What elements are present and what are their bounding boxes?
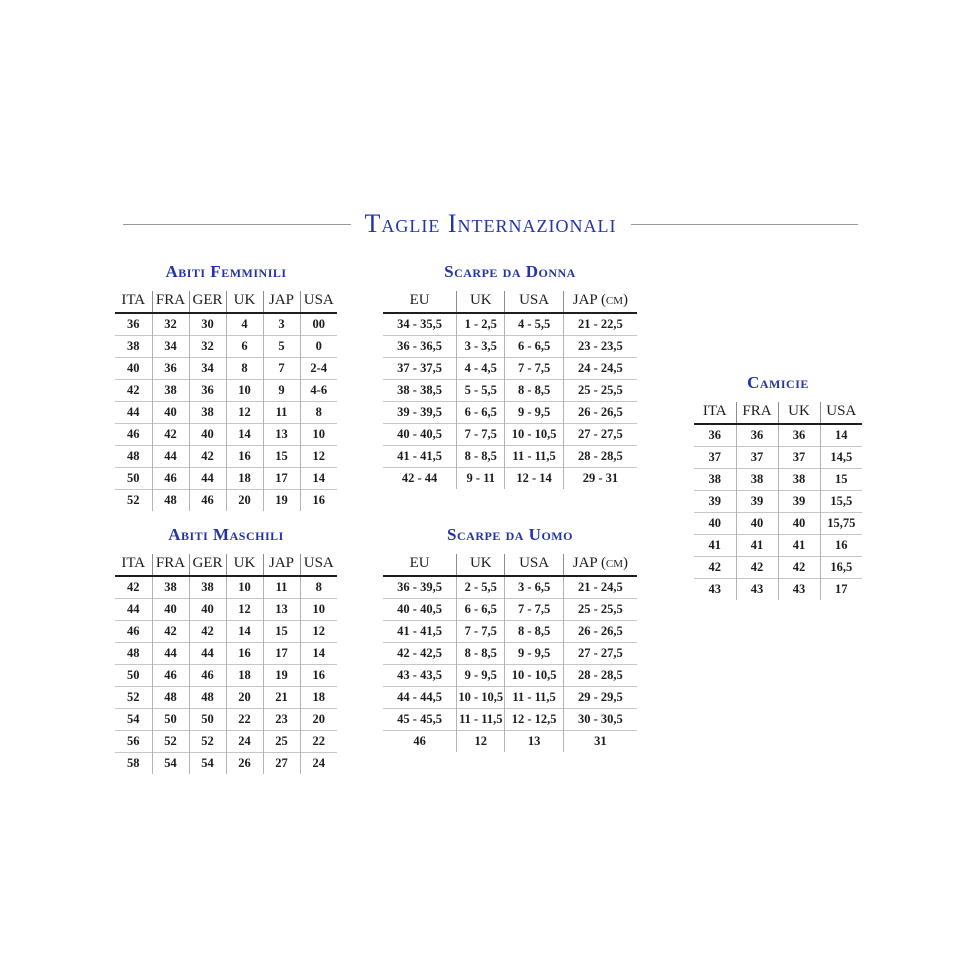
table-row bbox=[115, 468, 337, 490]
table-cell: 46 bbox=[189, 665, 226, 687]
table-cell: 14 bbox=[300, 643, 337, 665]
table-cell: 9 bbox=[263, 380, 300, 402]
table-cell: 3 bbox=[263, 313, 300, 336]
table-cell: 54 bbox=[115, 709, 152, 731]
table-cell: 10 - 10,5 bbox=[457, 687, 505, 709]
table-cell: 7 - 7,5 bbox=[505, 358, 563, 380]
table-cell: 6 - 6,5 bbox=[457, 599, 505, 621]
table-cell: 41 bbox=[778, 535, 820, 557]
table-cell: 56 bbox=[115, 731, 152, 753]
table-row bbox=[115, 313, 337, 336]
table-cell: 40 bbox=[115, 358, 152, 380]
table-cell: 23 bbox=[263, 709, 300, 731]
table-cell: 50 bbox=[115, 468, 152, 490]
table-row bbox=[383, 576, 637, 599]
table-cell: 41 bbox=[694, 535, 736, 557]
table-cell: 50 bbox=[115, 665, 152, 687]
table-cell: 43 bbox=[736, 579, 778, 601]
table-cell: 8 bbox=[226, 358, 263, 380]
table-cell: 40 - 40,5 bbox=[383, 599, 457, 621]
title-rule-right bbox=[631, 224, 859, 225]
table-row bbox=[694, 491, 862, 513]
table-cell: 52 bbox=[152, 731, 189, 753]
column-header: ITA bbox=[115, 554, 152, 576]
table-row bbox=[115, 753, 337, 775]
table-cell: 3 - 6,5 bbox=[505, 576, 563, 599]
header-row bbox=[383, 291, 637, 313]
table-cell: 34 - 35,5 bbox=[397, 317, 442, 331]
table-cell: 14 bbox=[226, 621, 263, 643]
table-cell: 26 - 26,5 bbox=[563, 621, 637, 643]
table-cell: 38 bbox=[694, 469, 736, 491]
table-cell: 24 bbox=[300, 753, 337, 775]
table-cell: 58 bbox=[115, 753, 152, 775]
table-cell: 36 bbox=[778, 424, 820, 447]
table-row bbox=[115, 380, 337, 402]
shirts-title: Camicie bbox=[747, 373, 809, 392]
table-cell: 42 bbox=[736, 557, 778, 579]
table-cell: 21 - 22,5 bbox=[563, 313, 637, 336]
table-cell: 32 bbox=[189, 336, 226, 358]
table-cell: 9 - 11 bbox=[457, 468, 505, 490]
column-header: JAP bbox=[263, 554, 300, 576]
table-cell: 9 - 9,5 bbox=[505, 643, 563, 665]
table-cell: 27 - 27,5 bbox=[563, 424, 637, 446]
table-cell: 29 - 31 bbox=[563, 468, 637, 490]
table-cell: 40 bbox=[152, 599, 189, 621]
table-cell: 9 - 9,5 bbox=[457, 665, 505, 687]
column-header: EU bbox=[383, 554, 457, 576]
table-cell: 13 bbox=[263, 599, 300, 621]
column-header: USA bbox=[820, 402, 862, 424]
table-row bbox=[383, 665, 637, 687]
page-title: Taglie Internazionali bbox=[364, 209, 617, 238]
table-cell: 40 - 40,5 bbox=[383, 424, 457, 446]
table-row bbox=[115, 687, 337, 709]
table-cell: 54 bbox=[189, 753, 226, 775]
table-cell: 10 - 10,5 bbox=[505, 665, 563, 687]
table-row bbox=[115, 731, 337, 753]
table-cell: 17 bbox=[820, 579, 862, 601]
table-row bbox=[115, 665, 337, 687]
table-cell: 0 bbox=[300, 336, 337, 358]
womens-clothing-table bbox=[115, 291, 337, 511]
table-cell: 42 bbox=[778, 557, 820, 579]
table-cell: 38 bbox=[152, 576, 189, 599]
table-cell: 30 bbox=[189, 313, 226, 336]
table-cell: 15,5 bbox=[820, 491, 862, 513]
table-cell: 48 bbox=[115, 643, 152, 665]
table-row bbox=[115, 336, 337, 358]
table-cell: 8 bbox=[300, 402, 337, 424]
table-cell: 16 bbox=[226, 446, 263, 468]
table-cell: 40 bbox=[189, 424, 226, 446]
table-cell: 7 - 7,5 bbox=[505, 599, 563, 621]
section-shirts bbox=[694, 373, 862, 600]
table-cell: 39 bbox=[778, 491, 820, 513]
table-cell: 38 bbox=[152, 380, 189, 402]
table-cell: 44 bbox=[189, 643, 226, 665]
table-row bbox=[383, 424, 637, 446]
column-header: FRA bbox=[152, 291, 189, 313]
table-cell: 27 bbox=[263, 753, 300, 775]
table-cell: 48 bbox=[115, 446, 152, 468]
shirts-table bbox=[694, 402, 862, 600]
mens-clothing-title: Abiti Maschili bbox=[168, 525, 284, 544]
table-cell: 19 bbox=[263, 490, 300, 512]
table-cell: 5 - 5,5 bbox=[457, 380, 505, 402]
column-header: ITA bbox=[694, 402, 736, 424]
table-cell: 32 bbox=[152, 313, 189, 336]
table-cell: 41 - 41,5 bbox=[383, 446, 457, 468]
table-cell: 8 bbox=[300, 576, 337, 599]
table-cell: 24 - 24,5 bbox=[563, 358, 637, 380]
table-cell: 6 bbox=[226, 336, 263, 358]
mens-shoes-title: Scarpe da Uomo bbox=[447, 525, 573, 544]
table-cell: 48 bbox=[152, 687, 189, 709]
header-row bbox=[115, 554, 337, 576]
table-cell: 40 bbox=[189, 599, 226, 621]
table-cell: 18 bbox=[226, 665, 263, 687]
table-cell: 3 - 3,5 bbox=[457, 336, 505, 358]
column-header: JAP (cm) bbox=[563, 291, 637, 313]
table-row bbox=[115, 358, 337, 380]
table-cell: 4 bbox=[226, 313, 263, 336]
table-cell: 39 bbox=[694, 491, 736, 513]
table-cell: 43 - 43,5 bbox=[383, 665, 457, 687]
table-cell: 42 - 42,5 bbox=[383, 643, 457, 665]
table-row bbox=[383, 446, 637, 468]
table-cell: 52 bbox=[189, 731, 226, 753]
table-cell: 41 - 41,5 bbox=[383, 621, 457, 643]
table-row bbox=[694, 469, 862, 491]
womens-clothing-title: Abiti Femminili bbox=[165, 262, 287, 281]
table-cell: 25 - 25,5 bbox=[563, 380, 637, 402]
table-cell: 27 - 27,5 bbox=[563, 643, 637, 665]
table-cell: 36 - 39,5 bbox=[397, 580, 442, 594]
table-cell: 7 - 7,5 bbox=[457, 424, 505, 446]
table-cell: 12 bbox=[300, 621, 337, 643]
table-cell: 34 bbox=[152, 336, 189, 358]
table-cell: 11 - 11,5 bbox=[457, 709, 505, 731]
table-cell: 22 bbox=[226, 709, 263, 731]
table-cell: 41 bbox=[736, 535, 778, 557]
table-row bbox=[383, 731, 637, 753]
table-row bbox=[383, 380, 637, 402]
table-cell: 12 bbox=[457, 731, 505, 753]
table-cell: 38 bbox=[778, 469, 820, 491]
table-cell: 36 bbox=[152, 358, 189, 380]
table-cell: 16 bbox=[226, 643, 263, 665]
table-cell: 8 - 8,5 bbox=[457, 446, 505, 468]
table-cell: 42 bbox=[189, 621, 226, 643]
section-womens-clothing bbox=[115, 262, 337, 511]
column-header: USA bbox=[300, 554, 337, 576]
table-cell: 44 bbox=[115, 599, 152, 621]
table-cell: 16 bbox=[300, 665, 337, 687]
table-cell: 6 - 6,5 bbox=[457, 402, 505, 424]
table-row bbox=[694, 424, 862, 447]
table-row bbox=[694, 513, 862, 535]
table-cell: 14,5 bbox=[820, 447, 862, 469]
table-cell: 12 - 14 bbox=[505, 468, 563, 490]
column-header: FRA bbox=[736, 402, 778, 424]
table-row bbox=[115, 621, 337, 643]
table-cell: 44 bbox=[189, 468, 226, 490]
table-row bbox=[383, 313, 637, 336]
section-womens-shoes bbox=[383, 262, 637, 489]
column-header: UK bbox=[226, 554, 263, 576]
table-cell: 45 - 45,5 bbox=[383, 709, 457, 731]
table-cell: 37 bbox=[694, 447, 736, 469]
table-cell: 37 bbox=[778, 447, 820, 469]
table-cell: 50 bbox=[152, 709, 189, 731]
table-row bbox=[694, 447, 862, 469]
table-cell: 15 bbox=[820, 469, 862, 491]
table-cell: 44 bbox=[115, 402, 152, 424]
table-cell: 14 bbox=[820, 424, 862, 447]
table-cell: 34 bbox=[189, 358, 226, 380]
table-cell: 22 bbox=[300, 731, 337, 753]
table-cell: 36 - 36,5 bbox=[383, 336, 457, 358]
table-cell: 9 - 9,5 bbox=[505, 402, 563, 424]
table-row bbox=[383, 643, 637, 665]
table-row bbox=[694, 557, 862, 579]
table-row bbox=[694, 535, 862, 557]
table-cell: 46 bbox=[115, 424, 152, 446]
column-header: UK bbox=[457, 291, 505, 313]
table-cell: 42 bbox=[152, 621, 189, 643]
table-cell: 10 bbox=[226, 380, 263, 402]
table-cell: 14 bbox=[300, 468, 337, 490]
table-cell: 14 bbox=[226, 424, 263, 446]
table-cell: 12 - 12,5 bbox=[505, 709, 563, 731]
table-cell: 42 bbox=[152, 424, 189, 446]
column-header: GER bbox=[189, 291, 226, 313]
table-cell: 44 bbox=[152, 643, 189, 665]
header-row bbox=[694, 402, 862, 424]
table-row bbox=[383, 468, 637, 490]
table-cell: 15 bbox=[263, 621, 300, 643]
table-cell: 43 bbox=[778, 579, 820, 601]
table-cell: 40 bbox=[694, 513, 736, 535]
table-cell: 46 bbox=[152, 665, 189, 687]
table-row bbox=[115, 643, 337, 665]
table-cell: 16 bbox=[300, 490, 337, 512]
table-cell: 42 bbox=[189, 446, 226, 468]
table-cell: 1 - 2,5 bbox=[457, 313, 505, 336]
table-cell: 38 bbox=[115, 336, 152, 358]
table-row bbox=[115, 490, 337, 512]
table-cell: 12 bbox=[226, 599, 263, 621]
table-row bbox=[115, 576, 337, 599]
column-header: UK bbox=[226, 291, 263, 313]
table-row bbox=[383, 402, 637, 424]
table-cell: 8 - 8,5 bbox=[457, 643, 505, 665]
womens-shoes-title: Scarpe da Donna bbox=[444, 262, 576, 281]
table-row bbox=[383, 621, 637, 643]
table-cell: 46 bbox=[152, 468, 189, 490]
table-cell: 21 bbox=[263, 687, 300, 709]
table-cell: 44 bbox=[152, 446, 189, 468]
table-row bbox=[694, 579, 862, 601]
table-cell: 28 - 28,5 bbox=[563, 665, 637, 687]
table-cell: 6 - 6,5 bbox=[505, 336, 563, 358]
table-cell: 8 - 8,5 bbox=[505, 380, 563, 402]
table-cell: 10 bbox=[300, 424, 337, 446]
table-cell: 17 bbox=[263, 643, 300, 665]
column-header: JAP (cm) bbox=[563, 554, 637, 576]
table-row bbox=[115, 709, 337, 731]
table-row bbox=[383, 336, 637, 358]
table-cell: 11 - 11,5 bbox=[505, 687, 563, 709]
table-cell: 44 - 44,5 bbox=[383, 687, 457, 709]
table-cell: 20 bbox=[226, 687, 263, 709]
table-cell: 19 bbox=[263, 665, 300, 687]
header-row bbox=[383, 554, 637, 576]
table-cell: 00 bbox=[300, 313, 337, 336]
title-rule-left bbox=[123, 224, 351, 225]
table-cell: 42 bbox=[127, 580, 140, 594]
table-cell: 52 bbox=[115, 490, 152, 512]
table-cell: 29 - 29,5 bbox=[563, 687, 637, 709]
table-cell: 36 bbox=[127, 317, 140, 331]
table-cell: 12 bbox=[300, 446, 337, 468]
table-cell: 13 bbox=[263, 424, 300, 446]
column-header: USA bbox=[505, 554, 563, 576]
table-cell: 50 bbox=[189, 709, 226, 731]
table-cell: 8 - 8,5 bbox=[505, 621, 563, 643]
womens-shoes-table bbox=[383, 291, 637, 489]
table-row bbox=[383, 687, 637, 709]
table-cell: 40 bbox=[152, 402, 189, 424]
table-cell: 24 bbox=[226, 731, 263, 753]
table-cell: 5 bbox=[263, 336, 300, 358]
header-row bbox=[115, 291, 337, 313]
table-cell: 26 bbox=[226, 753, 263, 775]
table-cell: 38 bbox=[736, 469, 778, 491]
table-cell: 25 - 25,5 bbox=[563, 599, 637, 621]
table-cell: 16,5 bbox=[820, 557, 862, 579]
table-cell: 10 - 10,5 bbox=[505, 424, 563, 446]
table-cell: 15,75 bbox=[820, 513, 862, 535]
table-cell: 26 - 26,5 bbox=[563, 402, 637, 424]
table-cell: 2 - 5,5 bbox=[457, 576, 505, 599]
table-cell: 20 bbox=[300, 709, 337, 731]
table-cell: 11 bbox=[263, 402, 300, 424]
table-cell: 37 bbox=[736, 447, 778, 469]
table-row bbox=[383, 709, 637, 731]
column-header: UK bbox=[457, 554, 505, 576]
table-cell: 40 bbox=[778, 513, 820, 535]
section-mens-clothing bbox=[115, 525, 337, 774]
table-cell: 25 bbox=[263, 731, 300, 753]
table-cell: 18 bbox=[226, 468, 263, 490]
table-cell: 21 - 24,5 bbox=[563, 576, 637, 599]
table-cell: 43 bbox=[694, 579, 736, 601]
column-header: FRA bbox=[152, 554, 189, 576]
table-cell: 37 - 37,5 bbox=[383, 358, 457, 380]
table-cell: 10 bbox=[300, 599, 337, 621]
table-cell: 38 bbox=[189, 402, 226, 424]
column-header: JAP bbox=[263, 291, 300, 313]
table-cell: 36 bbox=[708, 428, 721, 442]
table-cell: 42 bbox=[694, 557, 736, 579]
table-cell: 48 bbox=[189, 687, 226, 709]
table-cell: 36 bbox=[189, 380, 226, 402]
table-cell: 23 - 23,5 bbox=[563, 336, 637, 358]
table-cell: 40 bbox=[736, 513, 778, 535]
table-cell: 18 bbox=[300, 687, 337, 709]
table-cell: 46 bbox=[383, 731, 457, 753]
table-cell: 7 bbox=[263, 358, 300, 380]
table-cell: 46 bbox=[115, 621, 152, 643]
column-header: EU bbox=[383, 291, 457, 313]
table-cell: 30 - 30,5 bbox=[563, 709, 637, 731]
table-cell: 4 - 5,5 bbox=[505, 313, 563, 336]
table-cell: 36 bbox=[736, 424, 778, 447]
table-cell: 38 bbox=[189, 576, 226, 599]
section-mens-shoes bbox=[383, 525, 637, 752]
main-title-row bbox=[123, 209, 858, 239]
table-cell: 52 bbox=[115, 687, 152, 709]
table-cell: 46 bbox=[189, 490, 226, 512]
mens-clothing-table bbox=[115, 554, 337, 774]
table-row bbox=[115, 446, 337, 468]
table-cell: 10 bbox=[226, 576, 263, 599]
table-cell: 38 - 38,5 bbox=[383, 380, 457, 402]
table-row bbox=[383, 599, 637, 621]
table-row bbox=[383, 358, 637, 380]
column-header: USA bbox=[300, 291, 337, 313]
table-row bbox=[115, 402, 337, 424]
table-cell: 28 - 28,5 bbox=[563, 446, 637, 468]
table-cell: 4-6 bbox=[300, 380, 337, 402]
table-cell: 54 bbox=[152, 753, 189, 775]
column-header: GER bbox=[189, 554, 226, 576]
table-cell: 31 bbox=[563, 731, 637, 753]
table-cell: 42 - 44 bbox=[383, 468, 457, 490]
column-header: UK bbox=[778, 402, 820, 424]
column-header: ITA bbox=[115, 291, 152, 313]
table-cell: 16 bbox=[820, 535, 862, 557]
table-cell: 11 bbox=[263, 576, 300, 599]
table-cell: 17 bbox=[263, 468, 300, 490]
table-cell: 2-4 bbox=[300, 358, 337, 380]
table-row bbox=[115, 599, 337, 621]
column-header: USA bbox=[505, 291, 563, 313]
table-cell: 39 bbox=[736, 491, 778, 513]
table-cell: 42 bbox=[115, 380, 152, 402]
table-row bbox=[115, 424, 337, 446]
table-cell: 7 - 7,5 bbox=[457, 621, 505, 643]
table-cell: 4 - 4,5 bbox=[457, 358, 505, 380]
table-cell: 20 bbox=[226, 490, 263, 512]
table-cell: 48 bbox=[152, 490, 189, 512]
table-cell: 13 bbox=[505, 731, 563, 753]
mens-shoes-table bbox=[383, 554, 637, 752]
table-cell: 12 bbox=[226, 402, 263, 424]
table-cell: 39 - 39,5 bbox=[383, 402, 457, 424]
table-cell: 15 bbox=[263, 446, 300, 468]
table-cell: 11 - 11,5 bbox=[505, 446, 563, 468]
